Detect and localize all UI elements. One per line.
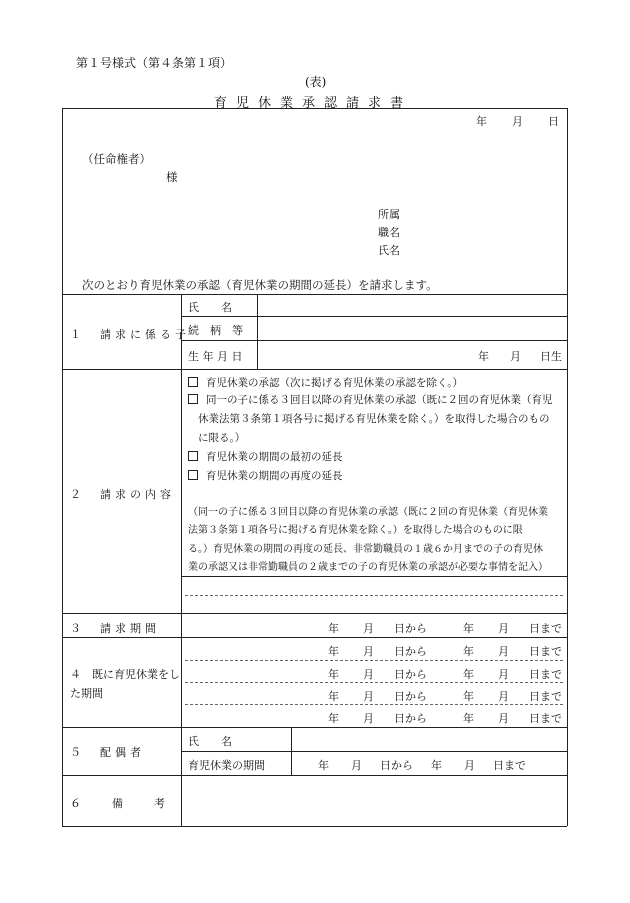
option-second-extension xyxy=(188,468,343,483)
period-to: 日まで xyxy=(529,645,562,658)
date-day: 日 xyxy=(548,115,559,128)
section4-top xyxy=(62,637,567,638)
birth-month: 月 xyxy=(510,350,521,363)
option-third-approval-cont1: 休業法第３条第１項各号に掲げる育児休業を除く。）を取得した場合のもの xyxy=(198,413,550,425)
checkbox-icon[interactable] xyxy=(188,451,198,461)
child-relation-label: 続 柄 等 xyxy=(188,324,243,337)
section1-row-line-1 xyxy=(181,316,567,317)
checkbox-icon[interactable] xyxy=(188,377,198,387)
section4-label-line1: ４ 既に育児休業をし xyxy=(70,668,180,681)
section2-label: ２ 請求の内容 xyxy=(70,488,175,501)
period-year: 年 xyxy=(328,645,339,658)
period-to: 日まで xyxy=(529,712,562,725)
prior-period-1 xyxy=(328,643,562,659)
section3-label: ３ 請求期間 xyxy=(70,622,160,635)
option-first-extension xyxy=(188,449,343,464)
period-year: 年 xyxy=(463,645,474,658)
prior-period-4 xyxy=(328,710,562,726)
child-birthdate-label: 生 年 月 日 xyxy=(188,350,243,363)
period-month: 月 xyxy=(498,712,509,725)
checkbox-icon[interactable] xyxy=(188,394,198,404)
page-title: 育児休業承認請求書 xyxy=(214,96,413,111)
section2-top xyxy=(62,369,567,370)
period-month: 月 xyxy=(498,645,509,658)
period-year: 年 xyxy=(328,690,339,703)
period-year: 年 xyxy=(463,668,474,681)
period-month: 月 xyxy=(363,712,374,725)
prior-period-2 xyxy=(328,666,562,682)
note-line-1: （同一の子に係る３回目以降の育児休業の承認（既に２回の育児休業（育児休業 xyxy=(188,507,548,518)
option-third-approval-cont2: に限る。） xyxy=(198,432,246,444)
period-month: 月 xyxy=(498,622,509,635)
period-from: 日から xyxy=(394,668,427,681)
spouse-period xyxy=(318,757,526,773)
period-month: 月 xyxy=(498,668,509,681)
period-month: 月 xyxy=(498,690,509,703)
applicant-position: 職名 xyxy=(378,226,400,239)
option-first-extension-text: 育児休業の期間の最初の延長 xyxy=(206,451,343,463)
section5-top xyxy=(62,727,567,728)
checkbox-icon[interactable] xyxy=(188,470,198,480)
frame-left xyxy=(62,108,63,826)
note-line-2: 法第３条第１項各号に掲げる育児休業を除く。）を取得した場合のものに限 xyxy=(188,525,523,536)
period-month: 月 xyxy=(363,690,374,703)
section2-dashed-line xyxy=(185,595,563,596)
frame-right xyxy=(567,108,568,826)
note-line-3: る。）育児休業の期間の再度の延長、非常勤職員の１歳６か月までの子の育児休 xyxy=(188,544,543,555)
appointer-honorific: 様 xyxy=(166,170,178,184)
period-from: 日から xyxy=(380,759,413,772)
period-month: 月 xyxy=(363,668,374,681)
section4-dashed-2 xyxy=(185,682,563,683)
period-year: 年 xyxy=(463,622,474,635)
applicant-name: 氏名 xyxy=(378,244,400,257)
option-third-approval xyxy=(188,392,553,407)
period-year: 年 xyxy=(463,690,474,703)
period-from: 日から xyxy=(394,645,427,658)
option-approval-text: 育児休業の承認（次に掲げる育児休業の承認を除く。） xyxy=(206,377,464,389)
section5-label: ５ 配偶者 xyxy=(70,746,145,759)
form-label: 第１号様式（第４条第１項） xyxy=(76,56,233,70)
section6-top xyxy=(62,775,567,776)
birth-day: 日生 xyxy=(540,350,562,363)
period-year: 年 xyxy=(328,712,339,725)
section5-row-line xyxy=(181,751,567,752)
section4-dashed-1 xyxy=(185,660,563,661)
period-from: 日から xyxy=(394,622,427,635)
period-year: 年 xyxy=(328,668,339,681)
applicant-affiliation: 所属 xyxy=(378,208,400,221)
side-label: (表) xyxy=(305,75,327,89)
period-month: 月 xyxy=(351,759,362,772)
period-month: 月 xyxy=(363,622,374,635)
section4-label-line2: た期間 xyxy=(70,687,103,700)
birth-year: 年 xyxy=(478,350,489,363)
period-to: 日まで xyxy=(493,759,526,772)
period-to: 日まで xyxy=(529,690,562,703)
spouse-period-label: 育児休業の期間 xyxy=(188,759,265,772)
period-to: 日まで xyxy=(529,622,562,635)
section6-label: ６ 備 考 xyxy=(70,797,175,810)
period-from: 日から xyxy=(394,712,427,725)
period-year: 年 xyxy=(328,622,339,635)
appointer-label: （任命権者） xyxy=(82,152,151,166)
intro-text: 次のとおり育児休業の承認（育児休業の期間の延長）を請求します。 xyxy=(82,278,438,292)
child-name-label: 氏 名 xyxy=(188,301,232,314)
date-year: 年 xyxy=(476,115,487,128)
label-column-divider xyxy=(181,294,182,826)
section1-field-divider xyxy=(257,294,258,369)
section1-label: １ 請求に係る子 xyxy=(70,328,190,341)
section4-dashed-3 xyxy=(185,704,563,705)
period-year: 年 xyxy=(431,759,442,772)
period-from: 日から xyxy=(394,690,427,703)
prior-period-3 xyxy=(328,688,562,704)
option-approval xyxy=(188,375,463,390)
date-month: 月 xyxy=(512,115,523,128)
request-period xyxy=(328,620,562,636)
frame-bottom xyxy=(62,826,567,827)
frame-top xyxy=(62,108,567,109)
period-year: 年 xyxy=(463,712,474,725)
spouse-name-label: 氏 名 xyxy=(188,735,232,748)
option-third-approval-text: 同一の子に係る３回目以降の育児休業の承認（既に２回の育児休業（育児 xyxy=(206,394,553,406)
section1-top xyxy=(62,294,567,295)
section2-entry-line xyxy=(181,576,567,577)
option-second-extension-text: 育児休業の期間の再度の延長 xyxy=(206,470,343,482)
note-line-4: 業の承認又は非常勤職員の２歳までの子の育児休業の承認が必要な事情を記入） xyxy=(188,562,548,573)
section1-row-line-2 xyxy=(181,340,567,341)
period-month: 月 xyxy=(363,645,374,658)
period-month: 月 xyxy=(464,759,475,772)
period-to: 日まで xyxy=(529,668,562,681)
period-year: 年 xyxy=(318,759,329,772)
section3-top xyxy=(62,613,567,614)
